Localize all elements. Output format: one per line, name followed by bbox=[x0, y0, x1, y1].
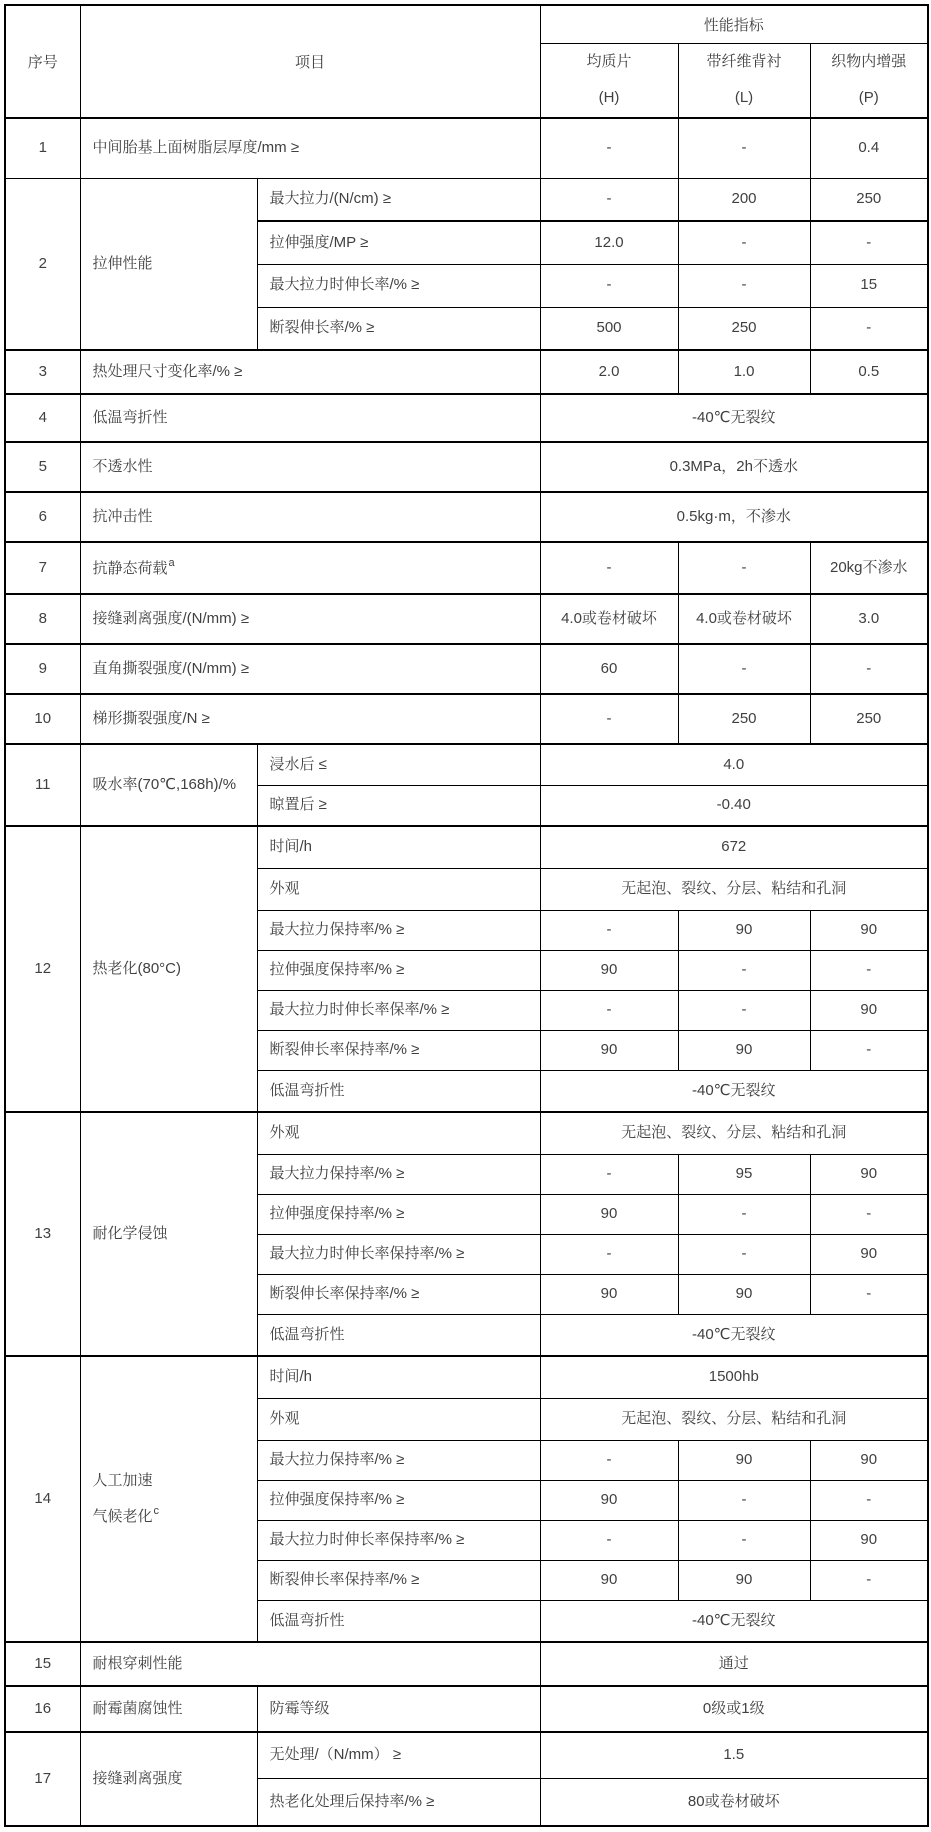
sub-item-cell: 最大拉力保持率/% ≥ bbox=[257, 1440, 540, 1480]
value-cell: 2.0 bbox=[540, 350, 678, 394]
table-row bbox=[5, 1686, 928, 1732]
item-cell: 直角撕裂强度/(N/mm) ≥ bbox=[80, 644, 540, 694]
row-number-cell: 8 bbox=[5, 594, 80, 644]
superscript-note: c bbox=[153, 1505, 160, 1517]
value-cell: - bbox=[678, 542, 810, 594]
value-cell: 200 bbox=[678, 178, 810, 221]
table-row bbox=[5, 1642, 928, 1686]
sub-item-cell: 最大拉力保持率/% ≥ bbox=[257, 910, 540, 950]
sub-item-cell: 拉伸强度保持率/% ≥ bbox=[257, 1194, 540, 1234]
value-cell: 250 bbox=[678, 694, 810, 744]
item-cell: 接缝剥离强度/(N/mm) ≥ bbox=[80, 594, 540, 644]
sub-item-cell: 断裂伸长率保持率/% ≥ bbox=[257, 1560, 540, 1600]
value-cell: 500 bbox=[540, 307, 678, 350]
value-cell: -40℃无裂纹 bbox=[540, 1314, 928, 1356]
sub-item-cell: 最大拉力时伸长率保持率/% ≥ bbox=[257, 1520, 540, 1560]
value-cell: 90 bbox=[540, 1030, 678, 1070]
row-number-cell: 1 bbox=[5, 118, 80, 178]
value-cell: -40℃无裂纹 bbox=[540, 394, 928, 442]
sub-item-cell: 最大拉力时伸长率/% ≥ bbox=[257, 264, 540, 307]
value-cell: 90 bbox=[810, 910, 928, 950]
value-cell: 90 bbox=[678, 1440, 810, 1480]
value-cell: - bbox=[810, 644, 928, 694]
sub-item-cell: 外观 bbox=[257, 1398, 540, 1440]
item-cell: 不透水性 bbox=[80, 442, 540, 492]
value-cell: 90 bbox=[678, 1560, 810, 1600]
value-cell: 90 bbox=[810, 1154, 928, 1194]
sub-item-cell: 拉伸强度/MP ≥ bbox=[257, 221, 540, 264]
row-number-cell: 6 bbox=[5, 492, 80, 542]
item-cell: 耐霉菌腐蚀性 bbox=[80, 1686, 257, 1732]
superscript-note: a bbox=[168, 556, 175, 569]
table-row bbox=[5, 350, 928, 394]
value-cell: - bbox=[678, 118, 810, 178]
item-cell: 耐化学侵蚀 bbox=[80, 1112, 257, 1356]
value-cell: - bbox=[540, 1520, 678, 1560]
header-serial-number: 序号 bbox=[5, 5, 80, 118]
sub-item-cell: 热老化处理后保持率/% ≥ bbox=[257, 1778, 540, 1826]
table-row bbox=[5, 442, 928, 492]
value-cell: 1500hb bbox=[540, 1356, 928, 1398]
item-cell: 耐根穿刺性能 bbox=[80, 1642, 540, 1686]
value-cell: -0.40 bbox=[540, 785, 928, 826]
item-cell: 吸水率(70℃,168h)/% bbox=[80, 744, 257, 826]
table-row bbox=[5, 644, 928, 694]
header-performance-index: 性能指标 bbox=[540, 5, 928, 43]
row-number-cell: 15 bbox=[5, 1642, 80, 1686]
value-cell: 250 bbox=[810, 178, 928, 221]
sub-item-cell: 外观 bbox=[257, 868, 540, 910]
sub-item-cell: 断裂伸长率保持率/% ≥ bbox=[257, 1274, 540, 1314]
row-number-cell: 7 bbox=[5, 542, 80, 594]
row-number-cell: 11 bbox=[5, 744, 80, 826]
row-number-cell: 10 bbox=[5, 694, 80, 744]
value-cell: - bbox=[678, 1234, 810, 1274]
value-cell: 15 bbox=[810, 264, 928, 307]
value-cell: - bbox=[540, 910, 678, 950]
sub-item-cell: 无处理/（N/mm） ≥ bbox=[257, 1732, 540, 1778]
value-cell: 1.0 bbox=[678, 350, 810, 394]
value-cell: 250 bbox=[678, 307, 810, 350]
table-row bbox=[5, 1356, 928, 1398]
sub-item-cell: 低温弯折性 bbox=[257, 1314, 540, 1356]
value-cell: -40℃无裂纹 bbox=[540, 1070, 928, 1112]
value-cell: 3.0 bbox=[810, 594, 928, 644]
value-cell: 90 bbox=[540, 1274, 678, 1314]
table-row bbox=[5, 594, 928, 644]
value-cell: - bbox=[810, 1560, 928, 1600]
sub-item-cell: 拉伸强度保持率/% ≥ bbox=[257, 1480, 540, 1520]
value-cell: 90 bbox=[810, 1520, 928, 1560]
value-cell: - bbox=[678, 1194, 810, 1234]
value-cell: 4.0或卷材破坏 bbox=[678, 594, 810, 644]
table-row bbox=[5, 492, 928, 542]
value-cell: - bbox=[810, 1194, 928, 1234]
item-cell: 抗静态荷载$^a$ bbox=[80, 542, 540, 594]
row-number-cell: 16 bbox=[5, 1686, 80, 1732]
value-cell: 90 bbox=[810, 1440, 928, 1480]
value-cell: -40℃无裂纹 bbox=[540, 1600, 928, 1642]
sub-item-cell: 断裂伸长率保持率/% ≥ bbox=[257, 1030, 540, 1070]
item-cell: 中间胎基上面树脂层厚度/mm ≥ bbox=[80, 118, 540, 178]
header-fiber-backing: 带纤维背衬 (L) bbox=[678, 43, 810, 118]
table-row bbox=[5, 394, 928, 442]
row-number-cell: 4 bbox=[5, 394, 80, 442]
sub-item-cell: 拉伸强度保持率/% ≥ bbox=[257, 950, 540, 990]
header-fabric-reinforced: 织物内增强 (P) bbox=[810, 43, 928, 118]
row-number-cell: 9 bbox=[5, 644, 80, 694]
value-cell: 无起泡、裂纹、分层、粘结和孔洞 bbox=[540, 1112, 928, 1154]
sub-item-cell: 最大拉力时伸长率保持率/% ≥ bbox=[257, 1234, 540, 1274]
item-cell: 接缝剥离强度 bbox=[80, 1732, 257, 1826]
sub-item-cell: 晾置后 ≥ bbox=[257, 785, 540, 826]
value-cell: 95 bbox=[678, 1154, 810, 1194]
value-cell: 4.0或卷材破坏 bbox=[540, 594, 678, 644]
item-cell: 人工加速 气候老化$^c$ bbox=[80, 1356, 257, 1642]
row-number-cell: 13 bbox=[5, 1112, 80, 1356]
sub-item-cell: 时间/h bbox=[257, 1356, 540, 1398]
table-row bbox=[5, 744, 928, 785]
sub-item-cell: 外观 bbox=[257, 1112, 540, 1154]
value-cell: 90 bbox=[810, 1234, 928, 1274]
row-number-cell: 2 bbox=[5, 178, 80, 350]
value-cell: 无起泡、裂纹、分层、粘结和孔洞 bbox=[540, 1398, 928, 1440]
row-number-cell: 14 bbox=[5, 1356, 80, 1642]
value-cell: - bbox=[678, 264, 810, 307]
value-cell: 80或卷材破坏 bbox=[540, 1778, 928, 1826]
value-cell: 20kg不渗水 bbox=[810, 542, 928, 594]
table-row bbox=[5, 178, 928, 221]
value-cell: - bbox=[810, 1480, 928, 1520]
value-cell: 1.5 bbox=[540, 1732, 928, 1778]
value-cell: 60 bbox=[540, 644, 678, 694]
row-number-cell: 5 bbox=[5, 442, 80, 492]
value-cell: - bbox=[540, 542, 678, 594]
value-cell: - bbox=[678, 990, 810, 1030]
row-number-cell: 17 bbox=[5, 1732, 80, 1826]
row-number-cell: 12 bbox=[5, 826, 80, 1112]
page bbox=[0, 4, 931, 1832]
sub-item-cell: 低温弯折性 bbox=[257, 1070, 540, 1112]
sub-item-cell: 时间/h bbox=[257, 826, 540, 868]
value-cell: - bbox=[540, 990, 678, 1030]
value-cell: 通过 bbox=[540, 1642, 928, 1686]
value-cell: - bbox=[540, 694, 678, 744]
table-header bbox=[5, 5, 928, 118]
value-cell: 250 bbox=[810, 694, 928, 744]
item-cell: 拉伸性能 bbox=[80, 178, 257, 350]
value-cell: - bbox=[678, 221, 810, 264]
value-cell: - bbox=[810, 1274, 928, 1314]
value-cell: 90 bbox=[678, 910, 810, 950]
value-cell: - bbox=[540, 264, 678, 307]
table-row bbox=[5, 1732, 928, 1778]
value-cell: - bbox=[678, 1520, 810, 1560]
value-cell: 90 bbox=[540, 950, 678, 990]
performance-table bbox=[4, 4, 929, 1827]
value-cell: 90 bbox=[540, 1560, 678, 1600]
value-cell: 0.5 bbox=[810, 350, 928, 394]
value-cell: - bbox=[540, 178, 678, 221]
value-cell: - bbox=[540, 118, 678, 178]
value-cell: - bbox=[810, 1030, 928, 1070]
value-cell: - bbox=[810, 221, 928, 264]
value-cell: - bbox=[678, 950, 810, 990]
table-row bbox=[5, 1112, 928, 1154]
value-cell: 无起泡、裂纹、分层、粘结和孔洞 bbox=[540, 868, 928, 910]
table-row bbox=[5, 118, 928, 178]
sub-item-cell: 防霉等级 bbox=[257, 1686, 540, 1732]
table-row bbox=[5, 826, 928, 868]
value-cell: 90 bbox=[678, 1274, 810, 1314]
sub-item-cell: 最大拉力保持率/% ≥ bbox=[257, 1154, 540, 1194]
value-cell: 0.3MPa，2h不透水 bbox=[540, 442, 928, 492]
value-cell: - bbox=[678, 1480, 810, 1520]
value-cell: - bbox=[540, 1154, 678, 1194]
value-cell: - bbox=[678, 644, 810, 694]
row-number-cell: 3 bbox=[5, 350, 80, 394]
value-cell: 90 bbox=[540, 1480, 678, 1520]
value-cell: 12.0 bbox=[540, 221, 678, 264]
item-cell: 热处理尺寸变化率/% ≥ bbox=[80, 350, 540, 394]
sub-item-cell: 断裂伸长率/% ≥ bbox=[257, 307, 540, 350]
value-cell: 0.4 bbox=[810, 118, 928, 178]
value-cell: 90 bbox=[810, 990, 928, 1030]
value-cell: - bbox=[540, 1440, 678, 1480]
sub-item-cell: 最大拉力/(N/cm) ≥ bbox=[257, 178, 540, 221]
table-body bbox=[5, 118, 928, 1826]
value-cell: 90 bbox=[540, 1194, 678, 1234]
value-cell: - bbox=[540, 1234, 678, 1274]
item-cell: 抗冲击性 bbox=[80, 492, 540, 542]
header-item: 项目 bbox=[80, 5, 540, 118]
sub-item-cell: 低温弯折性 bbox=[257, 1600, 540, 1642]
value-cell: 0级或1级 bbox=[540, 1686, 928, 1732]
sub-item-cell: 最大拉力时伸长率保率/% ≥ bbox=[257, 990, 540, 1030]
sub-item-cell: 浸水后 ≤ bbox=[257, 744, 540, 785]
value-cell: 0.5kg·m，不渗水 bbox=[540, 492, 928, 542]
value-cell: - bbox=[810, 307, 928, 350]
item-cell: 热老化(80°C) bbox=[80, 826, 257, 1112]
item-cell: 梯形撕裂强度/N ≥ bbox=[80, 694, 540, 744]
item-cell: 低温弯折性 bbox=[80, 394, 540, 442]
header-homogeneous-sheet: 均质片 (H) bbox=[540, 43, 678, 118]
table-row bbox=[5, 542, 928, 594]
value-cell: 4.0 bbox=[540, 744, 928, 785]
table-row bbox=[5, 694, 928, 744]
value-cell: 672 bbox=[540, 826, 928, 868]
value-cell: - bbox=[810, 950, 928, 990]
value-cell: 90 bbox=[678, 1030, 810, 1070]
